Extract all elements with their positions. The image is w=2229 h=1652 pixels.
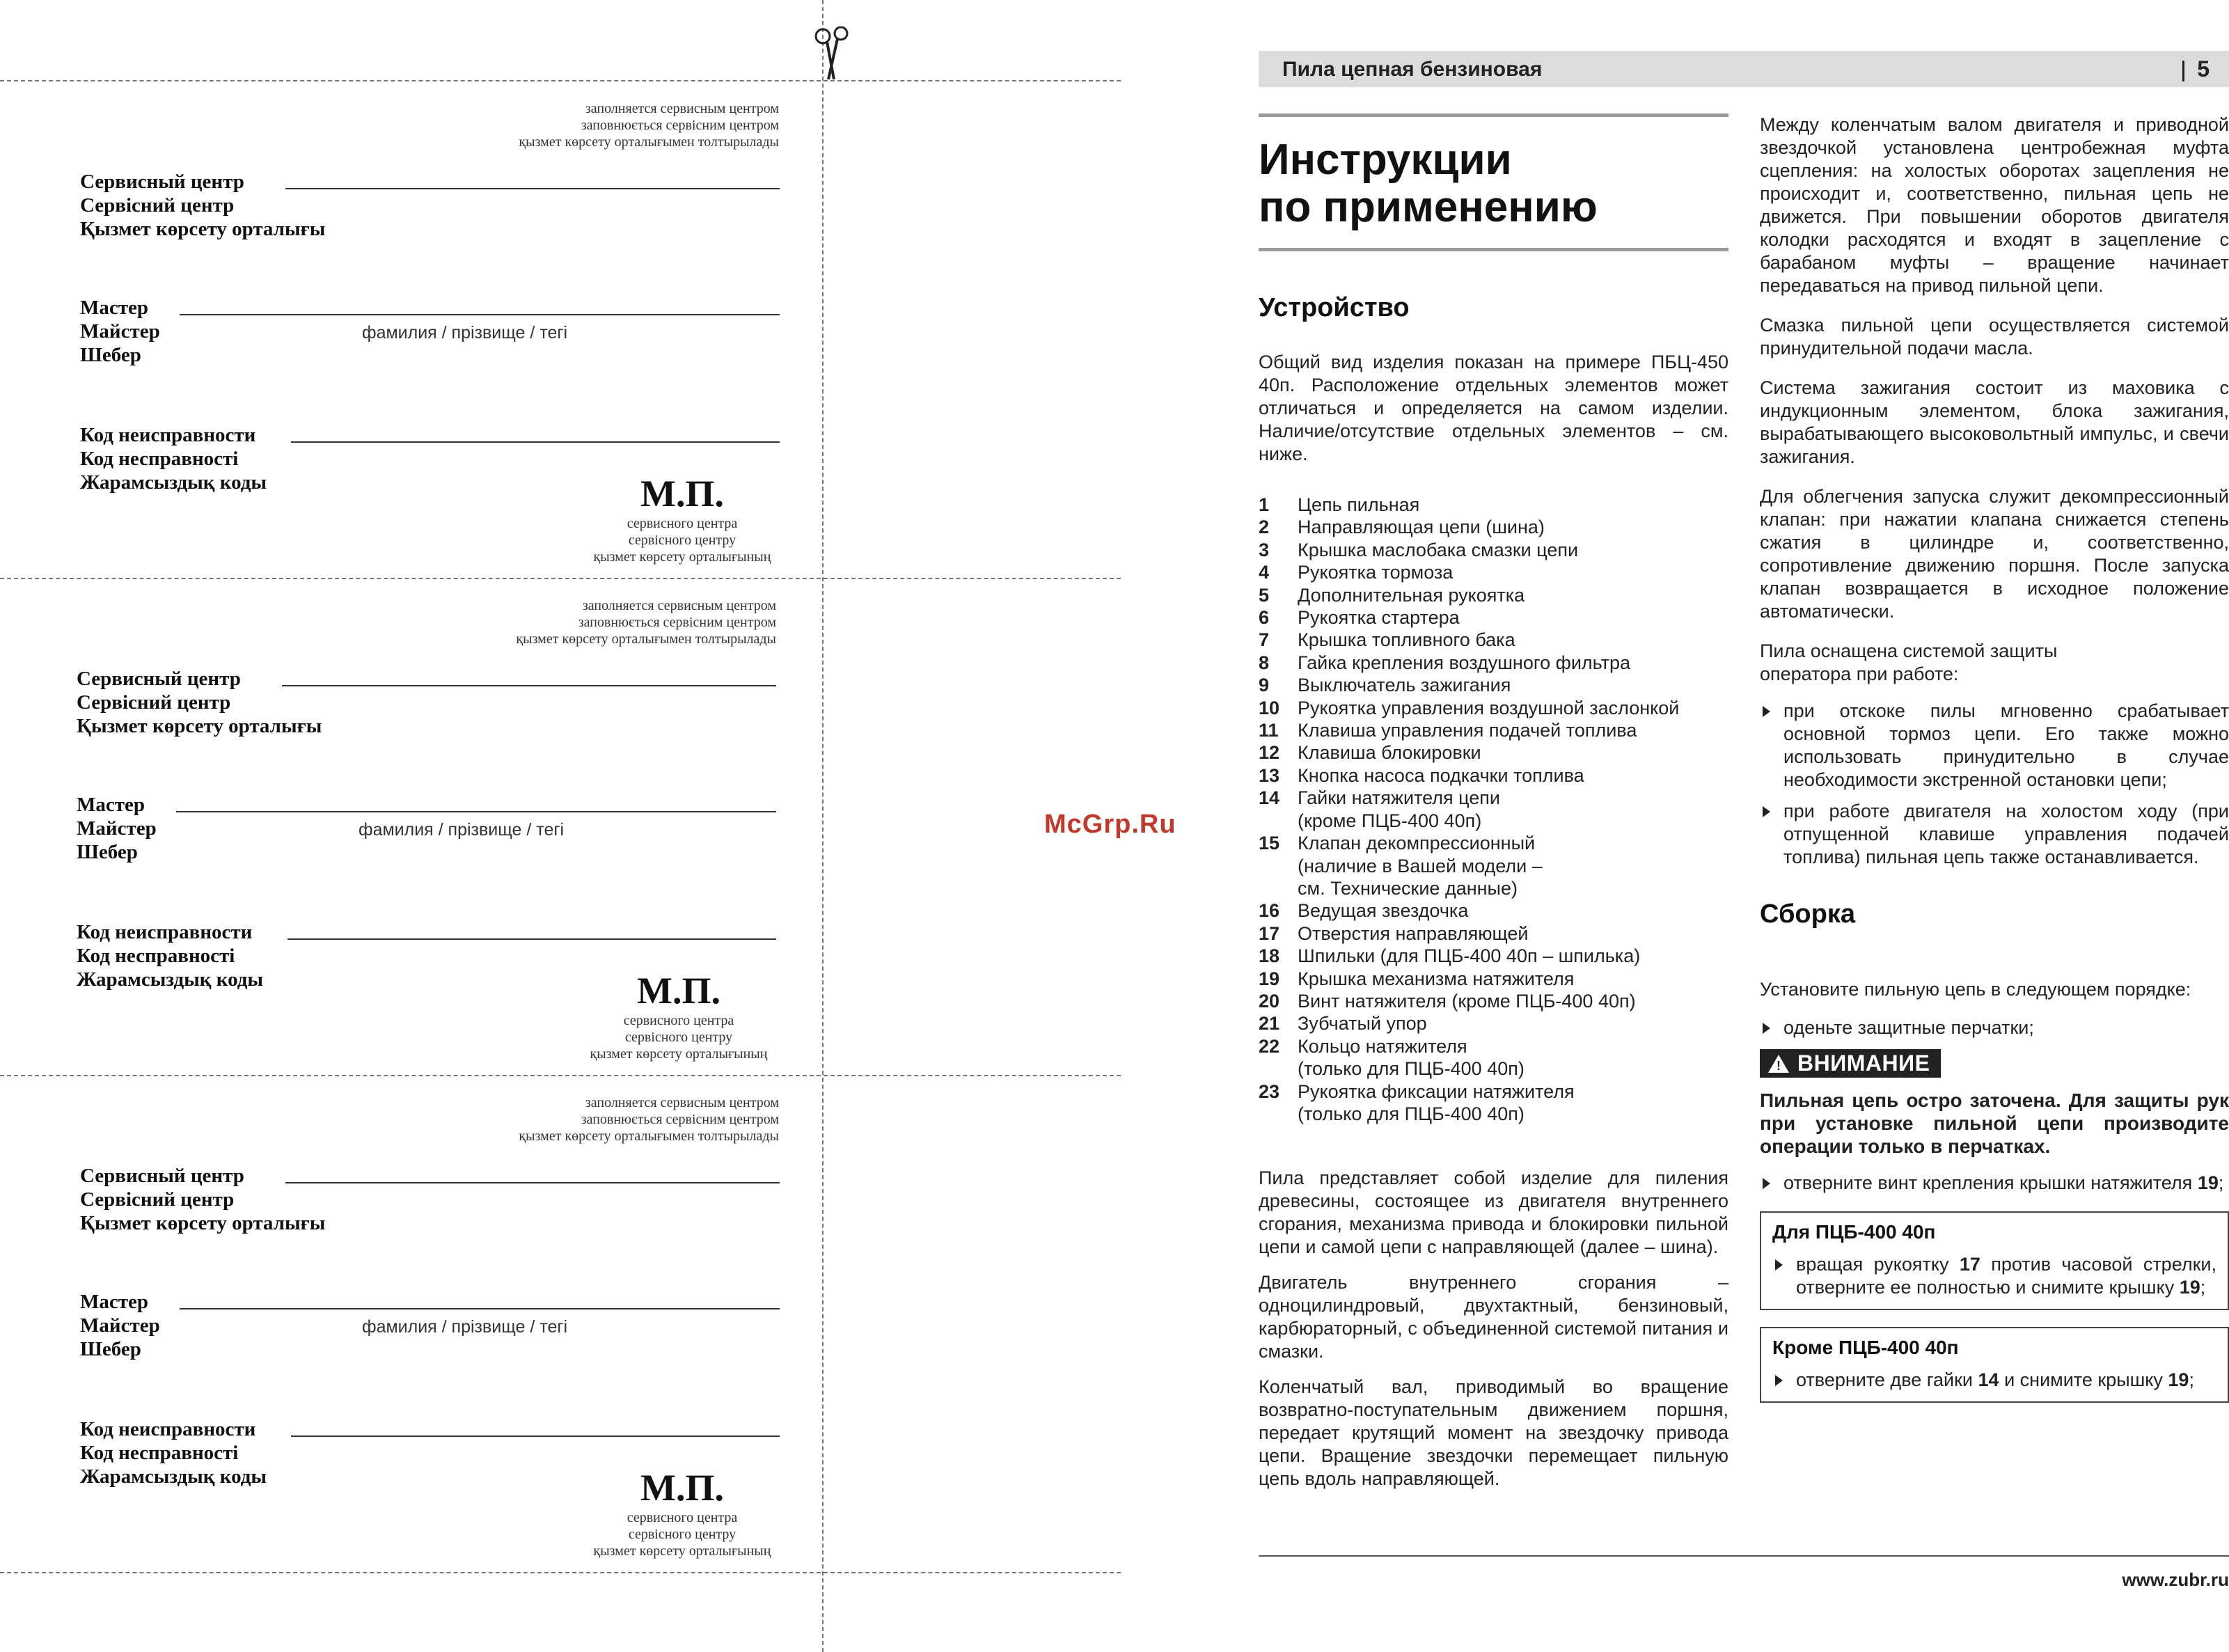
parts-list-item [1259, 719, 1728, 741]
parts-list-item [1259, 1080, 1728, 1126]
paragraph: Двигатель внутреннего сгорания – одноцилиндровый, двухтактный, бензиновый, карбюраторный, с объединенной системой питания и смазки. [1259, 1272, 1728, 1362]
part-label: Кольцо натяжителя (только для ПЦБ-400 40п) [1298, 1035, 1525, 1080]
service-center-label: Сервисный центр Сервісний центр Қызмет көрсету орталығы [80, 171, 326, 240]
model-box-except-pcb400 [1760, 1327, 2229, 1403]
part-label: Крышка механизма натяжителя [1298, 968, 1575, 989]
column-right [1760, 113, 2229, 1403]
header-title: Пила цепная бензиновая [1282, 58, 1543, 81]
parts-list-item [1259, 1035, 1728, 1080]
part-label: Кнопка насоса подкачки топлива [1298, 764, 1584, 786]
watermark: McGrp.Ru [1044, 810, 1176, 839]
part-label: Рукоятка фиксации натяжителя (только для ПЦБ-400 40п) [1298, 1080, 1575, 1124]
list-item: при отскоке пилы мгновенно срабатывает основной тормоз цепи. Его также можно использовать принудительно в случае необходимости экстренной остановки цепи; [1760, 700, 2229, 792]
parts-list-item [1259, 945, 1728, 967]
part-number: 18 [1259, 945, 1280, 967]
paragraph: Система зажигания состоит из маховика с индукционным элементом, блока зажигания, вырабатывающего высоковольтный импульс, и свечи зажигания. [1760, 377, 2229, 467]
service-center-field[interactable] [282, 685, 776, 686]
part-label: Клавиша управления подачей топлива [1298, 720, 1637, 741]
page-number: 5 [2182, 56, 2210, 82]
list-item: при работе двигателя на холостом ходу (при отпущенной клавише управления подачей топлива) пильная цепь также останавливается. [1760, 800, 2229, 869]
part-number: 4 [1259, 562, 1270, 583]
fault-code-label: Код неисправности Код несправності Жарамсыздық коды [77, 921, 264, 991]
service-center-field[interactable] [285, 188, 780, 189]
part-number: 2 [1259, 517, 1270, 538]
part-label: Рукоятка управления воздушной заслонкой [1298, 697, 1680, 718]
part-label: Шпильки (для ПЦБ-400 40п – шпилька) [1298, 945, 1641, 967]
paragraph: Смазка пильной цепи осуществляется системой принудительной подачи масла. [1760, 315, 2229, 359]
parts-list-item [1259, 990, 1728, 1012]
bullet-arrow-icon [1760, 1172, 1783, 1195]
list-item: отверните две гайки 14 и снимите крышку 19; [1772, 1369, 2216, 1392]
bullet-arrow-icon [1772, 1369, 1796, 1392]
parts-list-item [1259, 606, 1728, 629]
list-item: оденьте защитные перчатки; [1760, 1016, 2229, 1039]
model-box-pcb400 [1760, 1211, 2229, 1310]
part-label: Зубчатый упор [1298, 1013, 1427, 1035]
part-label: Винт натяжителя (кроме ПЦБ-400 40п) [1298, 990, 1636, 1012]
fault-code-field[interactable] [291, 1435, 780, 1437]
part-label: Ведущая звездочка [1298, 900, 1469, 922]
part-number: 19 [1259, 968, 1280, 989]
parts-list-item [1259, 584, 1728, 606]
box-title: Кроме ПЦБ-400 40п [1772, 1337, 1959, 1358]
parts-list-item [1259, 539, 1728, 561]
footer-rule [1259, 1555, 2229, 1557]
scissors-icon [813, 26, 852, 81]
fault-code-field[interactable] [288, 938, 776, 940]
device-heading: Устройство [1259, 293, 1410, 322]
warning-icon: ! [1768, 1055, 1789, 1073]
parts-list-item [1259, 922, 1728, 945]
stamp-label: М.П. [640, 473, 724, 514]
part-number: 5 [1259, 584, 1270, 606]
master-field[interactable] [180, 1308, 780, 1309]
divider [1259, 248, 1728, 251]
service-center-label: Сервисный центр Сервісний центр Қызмет көрсету орталығы [77, 668, 322, 737]
stamp-area: М.П. сервисного центра сервісного центру қызмет көрсету орталығының [543, 472, 821, 565]
surname-hint: фамилия / прізвище / тегі [362, 1317, 568, 1337]
stamp-area: М.П. сервисного центра сервісного центру қызмет көрсету орталығының [543, 1466, 821, 1559]
service-coupon [0, 82, 822, 579]
part-label: Крышка топливного бака [1298, 629, 1515, 651]
surname-hint: фамилия / прізвище / тегі [359, 820, 565, 840]
part-number: 7 [1259, 629, 1270, 651]
parts-list-item [1259, 494, 1728, 516]
part-number: 9 [1259, 675, 1270, 696]
parts-list-item [1259, 629, 1728, 651]
service-coupon [0, 579, 822, 1076]
part-number: 15 [1259, 833, 1280, 854]
fault-code-label: Код неисправности Код несправності Жарамсыздық коды [80, 1418, 267, 1488]
part-number: 22 [1259, 1035, 1280, 1057]
warning-text: Пильная цепь остро заточена. Для защиты рук при установке пильной цепи производите операции только в перчатках. [1760, 1089, 2229, 1157]
protection-intro: Пила оснащена системой защиты оператора при работе: [1760, 640, 2058, 684]
parts-list-item [1259, 561, 1728, 583]
cut-line-top [0, 80, 1121, 81]
master-label: Мастер Майстер Шебер [77, 794, 157, 863]
parts-list-item [1259, 899, 1728, 922]
parts-list-item [1259, 652, 1728, 674]
part-number: 17 [1259, 922, 1280, 944]
fault-code-field[interactable] [291, 441, 780, 443]
part-number: 1 [1259, 494, 1270, 515]
part-label: Рукоятка тормоза [1298, 562, 1454, 583]
list-item: вращая рукоятку 17 против часовой стрелки, отверните ее полностью и снимите крышку 19; [1772, 1253, 2216, 1299]
instruction-page [1259, 0, 2229, 1652]
service-center-field[interactable] [285, 1182, 780, 1183]
assembly-intro: Установите пильную цепь в следующем порядке: [1760, 979, 2191, 1000]
paragraph: Коленчатый вал, приводимый во вращение возвратно-поступательным движением поршня, передает крутящий момент на звездочку привода цепи. Вращение звездочки перемещает пильную цепь вдоль направляющей. [1259, 1376, 1728, 1490]
part-label: Крышка маслобака смазки цепи [1298, 539, 1579, 560]
assembly-heading: Сборка [1760, 899, 1855, 929]
part-label: Гайка крепления воздушного фильтра [1298, 652, 1631, 673]
part-number: 3 [1259, 539, 1270, 560]
device-intro: Общий вид изделия показан на примере ПБЦ-450 40п. Расположение отдельных элементов может отличаться и определяется на самом изделии. Наличие/отсутствие отдельных элементов – см. ниже. [1259, 352, 1728, 464]
page-header [1259, 51, 2229, 87]
part-number: 21 [1259, 1013, 1280, 1035]
coupon-note: заполняется сервисным центром заповнюється сервісним центром қызмет көрсету орталығымен толтырылады [516, 598, 776, 647]
cut-line-vertical [822, 0, 824, 1652]
paragraph: Пила представляет собой изделие для пиления древесины, состоящее из двигателя внутреннего сгорания, механизма привода и блокировки пильной цепи и самой цепи с направляющей (далее – шина). [1259, 1167, 1728, 1258]
bullet-arrow-icon [1772, 1253, 1796, 1299]
part-label: Цепь пильная [1298, 494, 1420, 515]
master-field[interactable] [176, 811, 776, 812]
part-number: 11 [1259, 720, 1279, 741]
parts-list-item [1259, 968, 1728, 990]
part-label: Отверстия направляющей [1298, 922, 1529, 944]
service-center-label: Сервисный центр Сервісний центр Қызмет көрсету орталығы [80, 1165, 326, 1234]
parts-list-item [1259, 764, 1728, 787]
part-label: Выключатель зажигания [1298, 675, 1511, 696]
stamp-label: М.П. [640, 1467, 724, 1509]
warning-badge: ! ВНИМАНИЕ [1760, 1049, 2229, 1078]
bullet-arrow-icon [1760, 800, 1783, 869]
part-number: 8 [1259, 652, 1270, 673]
paragraph: Между коленчатым валом двигателя и приводной звездочкой установлена центробежная муфта сцепления: на холостых оборотах зацепления не происходит и, соответственно, пильная цепь не движется. При повышении оборотов двигателя колодки расходятся и входят в зацепление с барабаном муфты – вращение начинает передаваться на привод пильной цепи. [1760, 114, 2229, 296]
master-label: Мастер Майстер Шебер [80, 1291, 160, 1360]
parts-list-item [1259, 832, 1728, 899]
part-number: 10 [1259, 697, 1280, 718]
parts-list-item [1259, 1012, 1728, 1035]
part-number: 12 [1259, 742, 1280, 764]
parts-list-item [1259, 674, 1728, 696]
part-number: 23 [1259, 1080, 1280, 1102]
part-label: Клавиша блокировки [1298, 742, 1481, 764]
parts-list-item [1259, 741, 1728, 764]
coupon-note: заполняется сервисным центром заповнюється сервісним центром қызмет көрсету орталығымен толтырылады [519, 101, 779, 150]
service-coupon [0, 1076, 822, 1573]
footer-website: www.zubr.ru [2122, 1569, 2229, 1590]
fault-code-label: Код неисправности Код несправності Жарамсыздық коды [80, 424, 267, 494]
parts-list-item [1259, 787, 1728, 832]
list-item: отверните винт крепления крышки натяжителя 19; [1760, 1172, 2229, 1195]
column-left [1259, 113, 1728, 1490]
part-number: 6 [1259, 607, 1270, 629]
bullet-arrow-icon [1760, 700, 1783, 792]
divider [1259, 113, 1728, 117]
part-number: 14 [1259, 787, 1280, 809]
part-label: Направляющая цепи (шина) [1298, 517, 1545, 538]
part-label: Дополнительная рукоятка [1298, 584, 1525, 606]
parts-list [1259, 494, 1728, 1125]
parts-list-item [1259, 516, 1728, 538]
stamp-area: М.П. сервисного центра сервісного центру қызмет көрсету орталығының [539, 969, 818, 1062]
part-number: 13 [1259, 764, 1280, 786]
bullet-arrow-icon [1760, 1016, 1783, 1039]
parts-list-item [1259, 697, 1728, 719]
part-label: Гайки натяжителя цепи (кроме ПЦБ-400 40п) [1298, 787, 1501, 831]
page-title: Инструкции по применению [1259, 136, 1598, 231]
master-label: Мастер Майстер Шебер [80, 297, 160, 366]
coupon-note: заполняется сервисным центром заповнюється сервісним центром қызмет көрсету орталығымен толтырылады [519, 1095, 779, 1144]
master-field[interactable] [180, 314, 780, 315]
part-number: 20 [1259, 990, 1280, 1012]
box-title: Для ПЦБ-400 40п [1772, 1221, 1936, 1243]
stamp-label: М.П. [637, 970, 720, 1012]
paragraph: Для облегчения запуска служит декомпрессионный клапан: при нажатии клапана снижается степень сжатия в цилиндре и, соответственно, сопротивление движению поршня. После запуска клапан возвращается в исходное положение автоматически. [1760, 486, 2229, 622]
part-label: Рукоятка стартера [1298, 607, 1460, 629]
surname-hint: фамилия / прізвище / тегі [362, 323, 568, 343]
part-number: 16 [1259, 900, 1280, 922]
part-label: Клапан декомпрессионный (наличие в Вашей модели – см. Технические данные) [1298, 833, 1543, 899]
